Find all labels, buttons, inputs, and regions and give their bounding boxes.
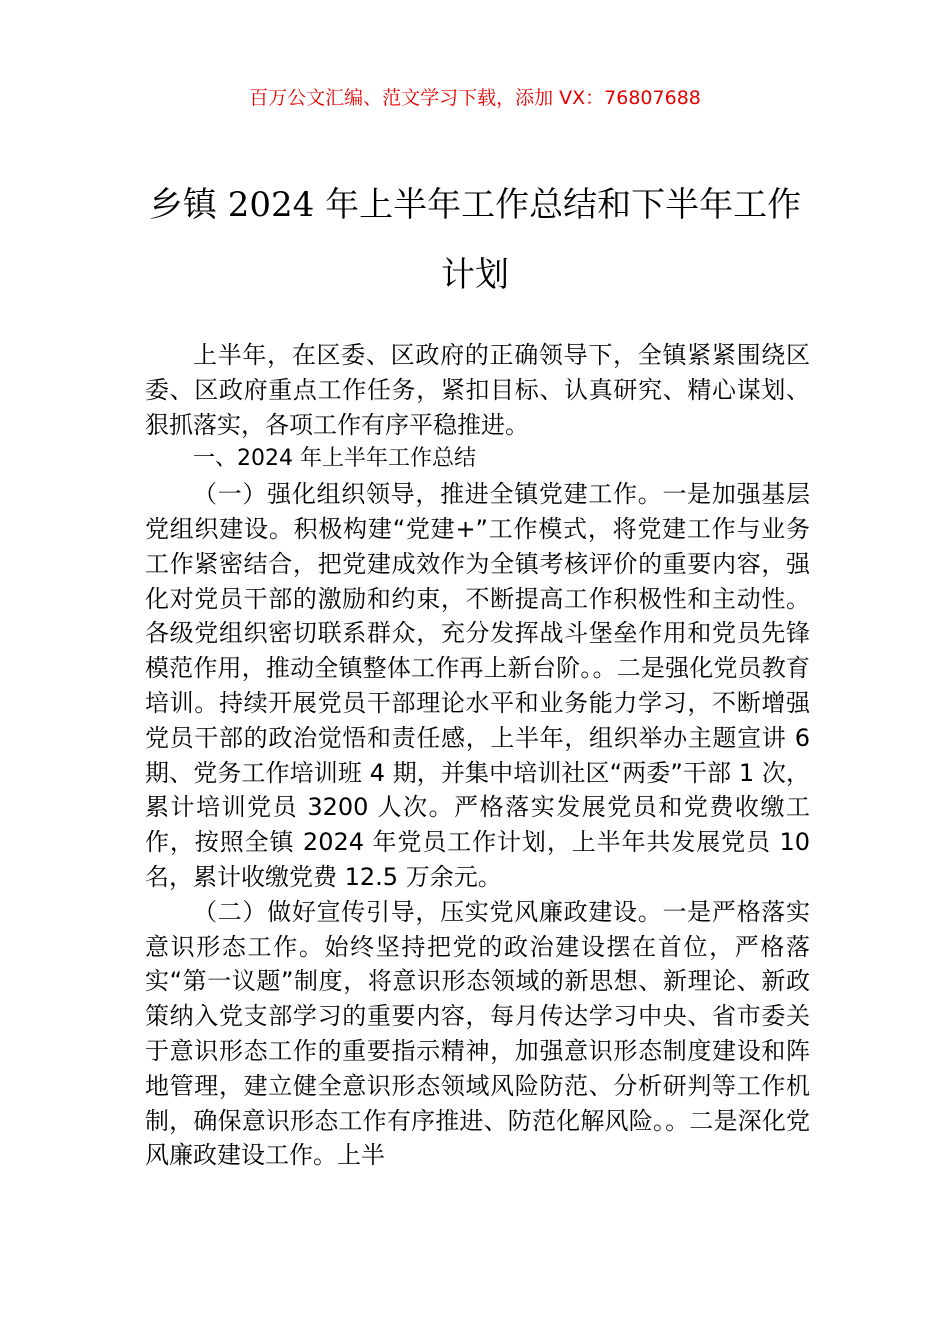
title-line-2: 计划	[441, 255, 509, 295]
section-heading: 一、2024 年上半年工作总结	[193, 446, 476, 472]
title-line-1: 乡镇 2024 年上半年工作总结和下半年工作	[148, 185, 802, 225]
document-body	[145, 338, 810, 1173]
header-notice: 百万公文汇编、范文学习下载，添加 VX：76807688	[249, 87, 701, 109]
intro-paragraph: 上半年，在区委、区政府的正确领导下，全镇紧紧围绕区委、区政府重点工作任务，紧扣目标、认真研究、精心谋划、狠抓落实，各项工作有序平稳推进。	[145, 341, 810, 439]
document-title	[100, 170, 850, 310]
paragraph-party-building: （一）强化组织领导，推进全镇党建工作。一是加强基层党组织建设。积极构建“党建+”工作模式，将党建工作与业务工作紧密结合，把党建成效作为全镇考核评价的重要内容，强化对党员干部的激励和约束，不断提高工作积极性和主动性。各级党组织密切联系群众，充分发挥战斗堡垒作用和党员先锋模范作用，推动全镇整体工作再上新台阶。。二是强化党员教育培训。持续开展党员干部理论水平和业务能力学习，不断增强党员干部的政治觉悟和责任感，上半年，组织举办主题宣讲 6 期、党务工作培训班 4 期，并集中培训社区“两委”干部 1 次，累计培训党员 3200 人次。严格落实发展党员和党费收缴工作，按照全镇 2024 年党员工作计划，上半年共发展党员 10 名，累计收缴党费 12.5 万余元。	[145, 480, 810, 891]
paragraph-publicity: （二）做好宣传引导，压实党风廉政建设。一是严格落实意识形态工作。始终坚持把党的政治建设摆在首位，严格落实“第一议题”制度，将意识形态领域的新思想、新理论、新政策纳入党支部学习的重要内容，每月传达学习中央、省市委关于意识形态工作的重要指示精神，加强意识形态制度建设和阵地管理，建立健全意识形态领域风险防范、分析研判等工作机制，确保意识形态工作有序推进、防范化解风险。。二是深化党风廉政建设工作。上半	[145, 897, 810, 1170]
